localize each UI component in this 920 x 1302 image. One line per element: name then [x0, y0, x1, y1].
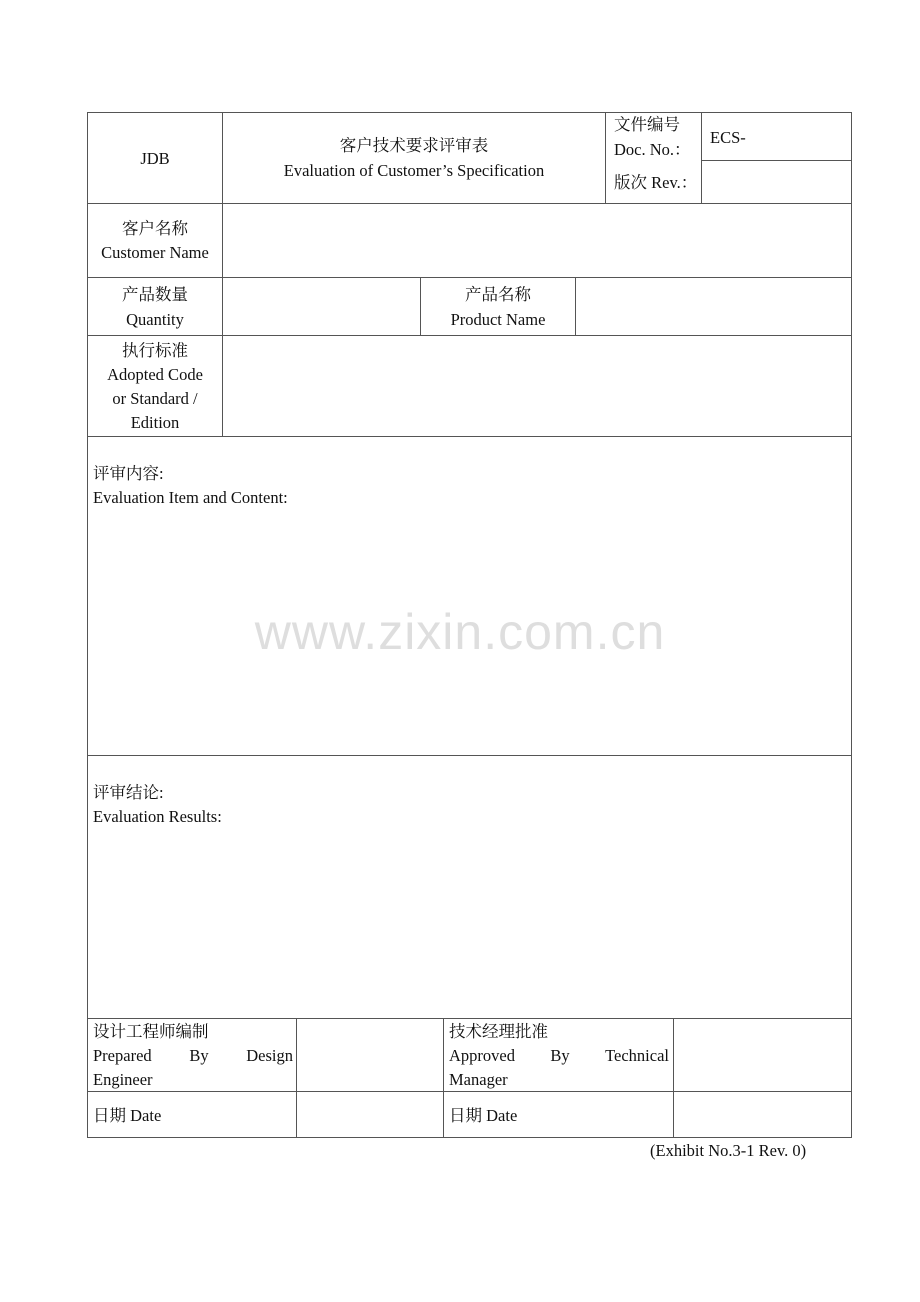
prepared-by-label-en: [93, 1044, 293, 1092]
quantity-label-cn: 产品数量: [122, 285, 188, 304]
form-title-en: Evaluation of Customer’s Specification: [283, 161, 545, 180]
prepared-by-label-cn: 设计工程师编制: [93, 1022, 209, 1041]
row-divider: [87, 1018, 852, 1019]
product-name-label-cn: 产品名称: [465, 285, 531, 304]
doc-no-value: ECS-: [710, 128, 746, 147]
standard-label-cn: 执行标准: [122, 341, 188, 360]
customer-name-label-cn: 客户名称: [122, 219, 188, 238]
approved-word: Manager: [449, 1070, 508, 1089]
evaluation-results-label-en: Evaluation Results:: [93, 807, 222, 826]
evaluation-results-label-cn: 评审结论:: [93, 783, 164, 802]
standard-label-en-2: or Standard /: [112, 389, 198, 408]
watermark: www.zixin.com.cn: [254, 604, 666, 660]
approved-word: Technical: [605, 1046, 669, 1065]
row-divider: [87, 436, 852, 437]
approved-by-label-cn: 技术经理批准: [449, 1022, 548, 1041]
prepared-word: Prepared: [93, 1046, 152, 1065]
approved-by-label-en: [449, 1044, 669, 1092]
prepared-word: Design: [246, 1046, 293, 1065]
doc-no-label-en: Doc. No.：: [614, 140, 691, 159]
customer-name-label-en: Customer Name: [101, 243, 209, 262]
product-name-label-en: Product Name: [450, 310, 546, 329]
rev-label: 版次 Rev.：: [614, 173, 698, 192]
table-border-bottom: [87, 1137, 852, 1138]
table-border-top: [87, 112, 852, 113]
row-divider: [87, 203, 852, 204]
form-title-cn: 客户技术要求评审表: [339, 136, 489, 155]
row-divider: [701, 160, 852, 161]
company-code: JDB: [140, 149, 170, 168]
prepared-word: Engineer: [93, 1070, 153, 1089]
approved-word: By: [550, 1046, 570, 1065]
col-divider: [605, 112, 606, 203]
col-divider: [443, 1018, 444, 1137]
evaluation-item-label-cn: 评审内容:: [93, 464, 164, 483]
exhibit-footer: (Exhibit No.3-1 Rev. 0): [650, 1141, 807, 1160]
row-divider: [87, 277, 852, 278]
col-divider: [296, 1018, 297, 1137]
date-label-left: 日期 Date: [93, 1106, 162, 1125]
doc-no-label-cn: 文件编号: [614, 115, 680, 134]
approved-word: Approved: [449, 1046, 515, 1065]
date-label-right: 日期 Date: [449, 1106, 518, 1125]
row-divider: [87, 755, 852, 756]
prepared-word: By: [189, 1046, 209, 1065]
quantity-label-en: Quantity: [126, 310, 184, 329]
standard-label-en-1: Adopted Code: [107, 365, 203, 384]
col-divider: [575, 277, 576, 335]
row-divider: [87, 335, 852, 336]
col-divider: [701, 112, 702, 203]
col-divider: [673, 1018, 674, 1137]
evaluation-item-label-en: Evaluation Item and Content:: [93, 488, 288, 507]
standard-label-en-3: Edition: [130, 413, 180, 432]
